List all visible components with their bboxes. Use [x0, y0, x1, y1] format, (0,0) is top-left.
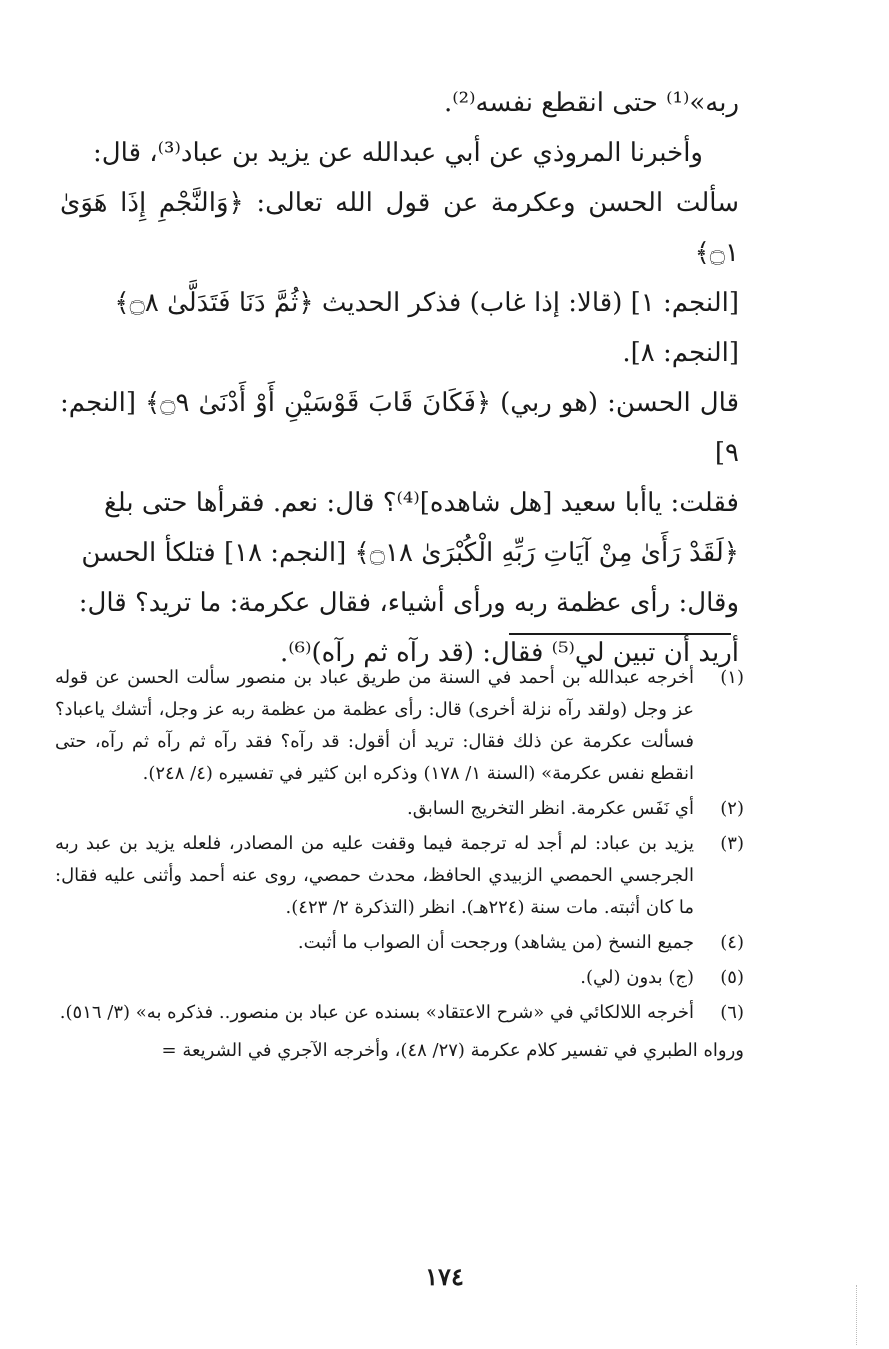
footnote-item	[55, 997, 744, 1029]
footnotes-section	[55, 662, 744, 1067]
footnote-divider	[509, 633, 731, 635]
text-line: قال الحسن: (هو ربي) ﴿فَكَانَ قَابَ قَوْسَيْنِ أَوْ أَدْنَىٰ ۝٩﴾ [النجم: ٩]	[60, 388, 739, 468]
text-line: فقلت: ياأبا سعيد [هل شاهده]⁽⁴⁾؟ قال: نعم. فقرأها حتى بلغ	[103, 488, 739, 518]
text-line: سألت الحسن وعكرمة عن قول الله تعالى: ﴿وَالنَّجْمِ إِذَا هَوَىٰ ۝١﴾	[60, 188, 739, 268]
footnote-number: (٦)	[720, 1002, 744, 1023]
text-line: ﴿لَقَدْ رَأَىٰ مِنْ آيَاتِ رَبِّهِ الْكُبْرَىٰ ۝١٨﴾ [النجم: ١٨] فتلكأ الحسن	[81, 538, 739, 568]
footnote-number: (٥)	[720, 967, 744, 988]
text-line: وقال: رأى عظمة ربه ورأى أشياء، فقال عكرمة: ما تريد؟ قال:	[78, 588, 739, 618]
footnote-number: (٢)	[720, 798, 744, 819]
footnote-text: أخرجه اللالكائي في «شرح الاعتقاد» بسنده عن عباد بن منصور.. فذكره به» (٣/ ٥١٦).	[59, 1002, 694, 1023]
footnote-text: جميع النسخ (من يشاهد) ورجحت أن الصواب ما أثبت.	[297, 932, 694, 953]
footnote-text: يزيد بن عباد: لم أجد له ترجمة فيما وقفت عليه من المصادر، فلعله يزيد بن عبد ربه الجرجسي الحمصي الزبيدي الحافظ، محدث حمصي، روى عنه أحمد وأثنى عليه فقال: ما كان أثبته. مات سنة (٢٢٤هـ). انظر (التذكرة ٢/ ٤٢٣).	[55, 833, 694, 918]
text-line: [النجم: ١] (قالا: إذا غاب) فذكر الحديث ﴿ثُمَّ دَنَا فَتَدَلَّىٰ ۝٨﴾	[114, 288, 739, 318]
footnote-item	[55, 927, 744, 959]
text-line: ربه»⁽¹⁾ حتى انقطع نفسه⁽²⁾.	[443, 88, 739, 118]
page-edge-mark	[856, 1285, 857, 1345]
footnote-continuation: ورواه الطبري في تفسير كلام عكرمة (٢٧/ ٤٨)، وأخرجه الآجري في الشريعة =	[161, 1040, 744, 1061]
page-number: ١٧٤	[425, 1262, 464, 1291]
footnote-item	[55, 828, 744, 924]
footnote-item	[55, 662, 744, 790]
footnote-text: (ج) بدون (لي).	[580, 967, 694, 988]
footnote-text: أخرجه عبدالله بن أحمد في السنة من طريق عباد بن منصور سألت الحسن عن قوله عز وجل (ولقد رآه نزلة أخرى) قال: رأى عظمة من عظمة ربه عز وجل، أتشك ياعباد؟ فسألت عكرمة عن ذلك فقال: تريد أن أقول: قد رآه؟ فقد رآه ثم رآه ثم رآه، حتى انقطع نفس عكرمة» (السنة ١/ ١٧٨) وذكره ابن كثير في تفسيره (٤/ ٢٤٨).	[55, 667, 694, 784]
footnote-text: أي نَفَس عكرمة. انظر التخريج السابق.	[407, 798, 694, 819]
main-text-body	[60, 78, 739, 678]
text-line: أريد أن تبين لي⁽⁵⁾ فقال: (قد رآه ثم رآه)⁽⁶⁾.	[280, 638, 739, 668]
text-line: [النجم: ٨].	[622, 338, 739, 368]
footnote-item	[55, 793, 744, 825]
footnote-number: (١)	[720, 667, 744, 688]
text-line: وأخبرنا المروذي عن أبي عبدالله عن يزيد بن عباد⁽³⁾، قال:	[93, 138, 703, 168]
footnote-number: (٤)	[720, 932, 744, 953]
footnote-item	[55, 962, 744, 994]
footnote-number: (٣)	[720, 833, 744, 854]
